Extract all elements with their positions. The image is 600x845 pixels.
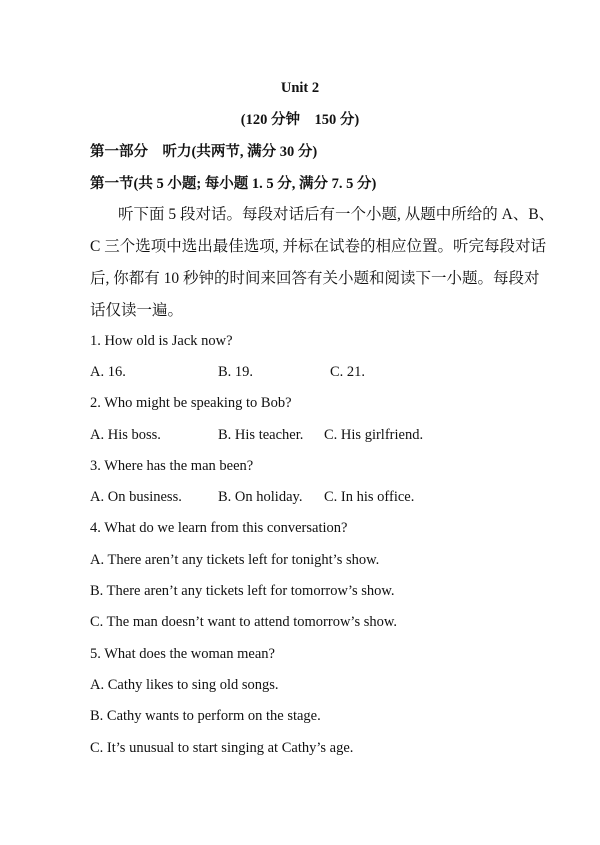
question-4-option-a: A. There aren’t any tickets left for tonight’s show. xyxy=(90,552,380,568)
instruction-line-1: 听下面 5 段对话。每段对话后有一个小题, 从题中所给的 A、B、 xyxy=(118,206,555,223)
question-3-stem: 3. Where has the man been? xyxy=(90,458,254,474)
question-1-option-a: A. 16. xyxy=(90,364,126,380)
instruction-line-3: 后, 你都有 10 秒钟的时间来回答有关小题和阅读下一小题。每段对 xyxy=(90,270,540,287)
question-2-option-b: B. His teacher. xyxy=(218,427,304,443)
question-4-stem: 4. What do we learn from this conversation? xyxy=(90,520,348,536)
question-1-option-c: C. 21. xyxy=(330,364,366,380)
instruction-line-2: C 三个选项中选出最佳选项, 并标在试卷的相应位置。听完每段对话 xyxy=(90,238,546,255)
question-5-option-a: A. Cathy likes to sing old songs. xyxy=(90,677,279,693)
question-5-option-c: C. It’s unusual to start singing at Cathy’s age. xyxy=(90,740,354,756)
question-5-option-b: B. Cathy wants to perform on the stage. xyxy=(90,708,321,724)
question-3-option-a: A. On business. xyxy=(90,489,182,505)
question-2-option-a: A. His boss. xyxy=(90,427,161,443)
question-2-option-c: C. His girlfriend. xyxy=(324,427,424,443)
unit-title: Unit 2 xyxy=(280,80,320,96)
question-4-option-b: B. There aren’t any tickets left for tomorrow’s show. xyxy=(90,583,395,599)
question-1-stem: 1. How old is Jack now? xyxy=(90,333,233,349)
question-3-option-b: B. On holiday. xyxy=(218,489,303,505)
question-2-stem: 2. Who might be speaking to Bob? xyxy=(90,395,292,411)
part-1-heading: 第一部分 听力(共两节, 满分 30 分) xyxy=(90,144,318,160)
section-1-heading: 第一节(共 5 小题; 每小题 1. 5 分, 满分 7. 5 分) xyxy=(90,176,377,192)
question-1-option-b: B. 19. xyxy=(218,364,254,380)
question-3-option-c: C. In his office. xyxy=(324,489,415,505)
exam-duration-score: (120 分钟 150 分) xyxy=(240,112,360,128)
question-5-stem: 5. What does the woman mean? xyxy=(90,646,275,662)
instruction-line-4: 话仅读一遍。 xyxy=(90,302,184,319)
question-4-option-c: C. The man doesn’t want to attend tomorrow’s show. xyxy=(90,614,398,630)
